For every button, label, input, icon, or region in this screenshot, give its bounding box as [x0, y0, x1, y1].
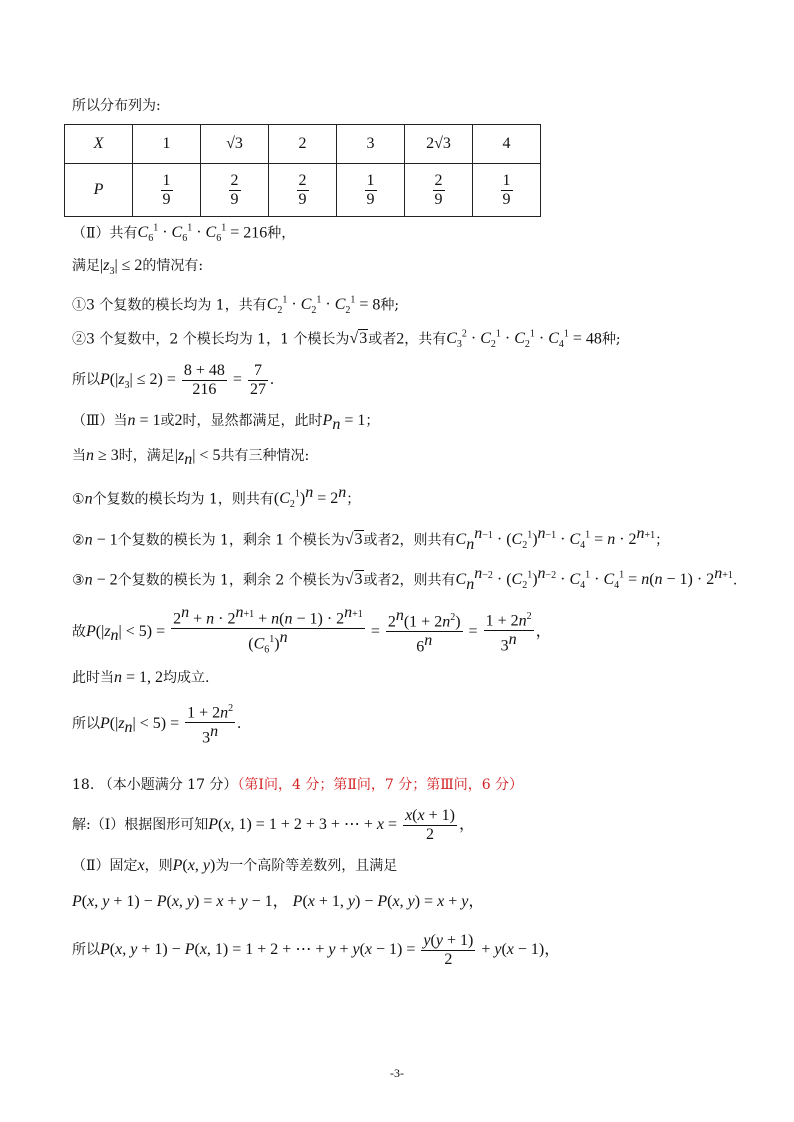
q18-heading: 18. （本小题满分 17 分）（第Ⅰ问，4 分；第Ⅱ问，7 分；第Ⅲ问，6 分）: [72, 777, 524, 793]
p-value-cell: $\frac{1}{9}$: [133, 164, 201, 217]
part3-case3: ③n − 2个复数的模长为 1，剩余 2 个模长为√3或者2，则共有$C_n^{n-2} \cdot (C_2^1)^{n-2} \cdot C_4^1 \cdot C_4^1 = n(n - 1) \cdot 2^{n+1}$.: [72, 565, 738, 593]
part3-case1: ①n个复数的模长均为 1，则共有$(C_2^1)^n = 2^n$；: [72, 484, 361, 511]
part3-line2: 当n ≥ 3时，满足$|z_n| < 5$共有三种情况:: [72, 447, 310, 469]
part3-line1: （Ⅲ）当n = 1或2时，显然都满足，此时$P_n = 1$；: [72, 412, 380, 434]
x-label-cell: X: [65, 125, 133, 164]
q18-part2-line2: P(x, y + 1) − P(x, y) = x + y − 1， P(x + 1, y) − P(x, y) = x + y，: [72, 893, 485, 910]
part3-result: 故$P(|z_n| < 5)$ = $\frac{2^n + n \cdot 2^{n+1} + n(n - 1) \cdot 2^{n+1}}{(C_6^1)^n}$ = $\frac{2^n(1 + 2n^2)}{6^n}$ = $\frac{1 + 2n^2}{3^n}$ ，: [72, 604, 552, 656]
q18-part2-line3: 所以P(x, y + 1) − P(x, 1) = 1 + 2 + ⋯ + y + y(x − 1) = $\frac{y(y + 1)}{2}$ + y(x − 1)，: [72, 931, 561, 968]
table-row: [65, 164, 541, 217]
x-value-cell: 3: [337, 125, 405, 164]
page-number: -3-: [390, 1066, 404, 1080]
p-value-cell: $\frac{1}{9}$: [337, 164, 405, 217]
part2-case1-line: ①3 个复数的模长均为 1，共有$C_2^1 \cdot C_2^1 \cdot C_2^1 = 8$种;: [72, 295, 400, 317]
part2-result-line: 所以$P(|z_3| \le 2)$ = $\frac{8 + 48}{216}$ = $\frac{7}{27}$ .: [72, 361, 274, 398]
part2-condition-line: 满足$|z_3| \le 2$的情况有:: [72, 257, 204, 278]
x-value-cell: √3: [201, 125, 269, 164]
part2-total-line: （Ⅱ）共有$C_6^1 \cdot C_6^1 \cdot C_6^1 = 216$种，: [72, 223, 296, 245]
part2-case2-line: ②3 个复数中，2 个模长均为 1，1 个模长为√3或者2，共有$C_3^2 \cdot C_2^1 \cdot C_2^1 \cdot C_4^1 = 48$种;: [72, 329, 621, 351]
q18-part2-line1: （Ⅱ）固定x，则P(x, y)为一个高阶等差数列，且满足: [72, 857, 398, 874]
p-value-cell: $\frac{2}{9}$: [405, 164, 473, 217]
x-value-cell: 1: [133, 125, 201, 164]
part3-check: 此时当n = 1, 2均成立.: [72, 669, 210, 686]
p-value-cell: $\frac{1}{9}$: [473, 164, 541, 217]
q18-part1: 解:（Ⅰ）根据图形可知P(x, 1) = 1 + 2 + 3 + ⋯ + x = $\frac{x(x + 1)}{2}$ ，: [72, 806, 475, 843]
p-value-cell: $\frac{2}{9}$: [201, 164, 269, 217]
p-value-cell: $\frac{2}{9}$: [269, 164, 337, 217]
part3-final: 所以$P(|z_n| < 5)$ = $\frac{1 + 2n^2}{3^n}$ .: [72, 700, 241, 750]
x-value-cell: 2√3: [405, 125, 473, 164]
part3-case2: ②n − 1个复数的模长为 1，剩余 1 个模长为√3或者2，则共有$C_n^{n-1} \cdot (C_2^1)^{n-1} \cdot C_4^1 = n \cdot 2^{n+1}$；: [72, 525, 670, 553]
table-row: [65, 125, 541, 164]
distribution-table: [64, 124, 541, 217]
x-value-cell: 2: [269, 125, 337, 164]
x-value-cell: 4: [473, 125, 541, 164]
p-label-cell: P: [65, 164, 133, 217]
intro-text: 所以分布列为:: [72, 98, 161, 114]
